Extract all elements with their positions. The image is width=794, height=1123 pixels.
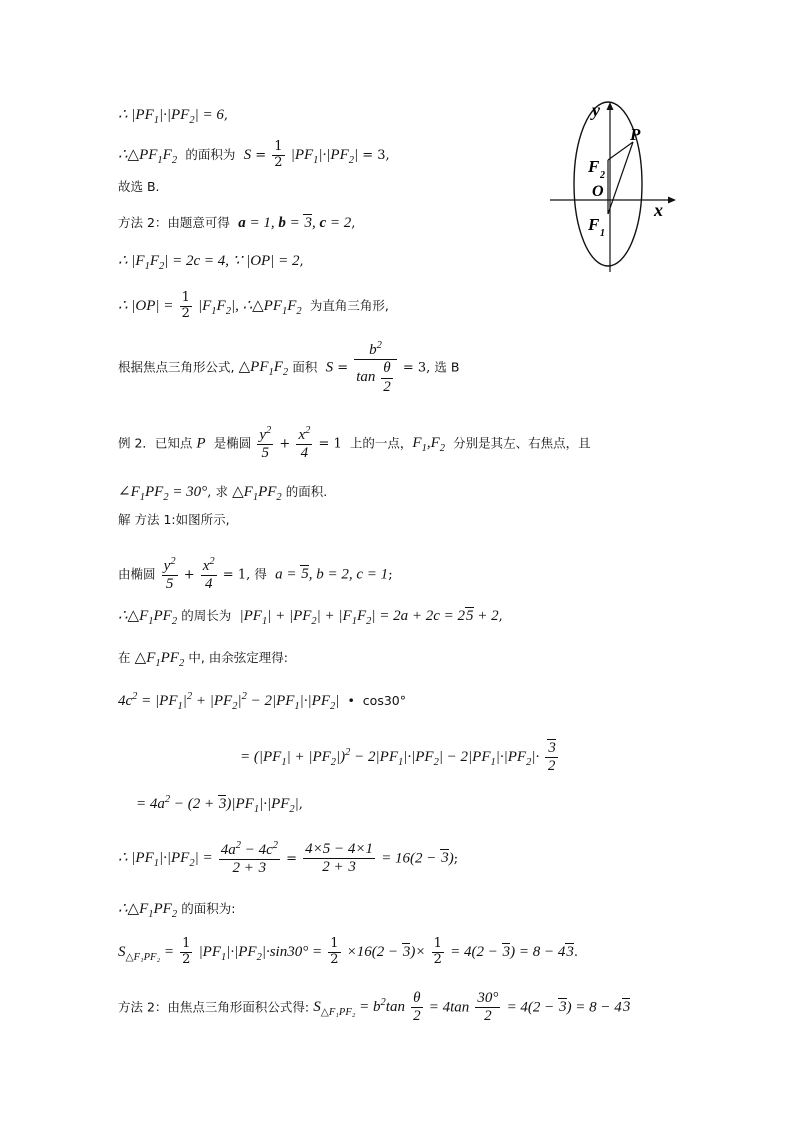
line-18: $\therefore\triangle F_1PF_2$ 的面积为:: [118, 901, 236, 920]
x-axis-label: x: [654, 200, 663, 220]
origin-label: O: [592, 183, 604, 200]
line-8: 例 2．已知点 P 是椭圆 $\frac{y^2}{5}$ + $\frac{x^2}{4}$ = 1 上的一点，$F_1,F_2$ 分别是其左、右焦点，且: [118, 425, 591, 462]
line-2: $\therefore\triangle PF_1F_2$ 的面积为 S = $\frac{1}{2}$ $|PF_1|\cdot|PF_2| = 3$,: [118, 139, 390, 170]
line-15: = $(|PF_1| + |PF_2|)^2 - 2|PF_1|\cdot|PF_2| - 2|PF_1|\cdot|PF_2|\cdot$ $\frac{3}{2}$: [240, 740, 556, 775]
svg-text:2: 2: [600, 170, 605, 181]
line-4: 方法 2：由题意可得 a = 1, b = 3, c = 2,: [118, 215, 356, 231]
focus-f2-label: [587, 157, 605, 181]
svg-text:1: 1: [600, 228, 605, 239]
line-9: $\angle F_1PF_2 = 30^\circ$, 求 $\triangle F_1PF_2$ 的面积.: [118, 484, 328, 503]
ellipse-figure: [548, 98, 680, 273]
line-1: ∴ $|PF_1|\cdot|PF_2| = 6$,: [118, 107, 228, 126]
line-3: 故选 B.: [118, 179, 160, 194]
line-13: 在 $\triangle F_1PF_2$ 中, 由余弦定理得:: [118, 650, 288, 669]
line-11: 由椭圆 $\frac{y^2}{5}$ + $\frac{x^2}{4}$ = 1, 得 a = 5, b = 2, c = 1;: [118, 556, 393, 593]
line-6: ∴ |OP| = $\frac{1}{2}$ $|F_1F_2|$, $\therefore\triangle PF_1F_2$ 为直角三角形,: [118, 290, 389, 321]
line-14: $4c^2 = |PF_1|^2 + |PF_2|^2 - 2|PF_1|\cdot|PF_2|$ • cos30°: [118, 691, 406, 712]
svg-text:F: F: [588, 215, 600, 234]
line-10: 解 方法 1:如图所示,: [118, 512, 230, 527]
line-19: $S_{\triangle F_1PF_2}$ = $\frac{1}{2}$ $|PF_1|\cdot|PF_2|\cdot\sin 30^\circ$ = $\frac{1}{2}$ ×16(2 − 3)× $\frac{1}{2}$ = 4(2 − 3) = 8 − 43.: [118, 936, 578, 967]
focus-f1-label: [587, 215, 605, 239]
y-axis-label: y: [592, 100, 600, 120]
line-5: ∴ $|F_1F_2| = 2c = 4$, ∵ |OP| = 2,: [118, 253, 304, 272]
line-12: $\therefore\triangle F_1PF_2$ 的周长为 $|PF_1| + |PF_2| + |F_1F_2| = 2a + 2c = 25 + 2$,: [118, 608, 503, 627]
svg-text:F: F: [588, 157, 600, 176]
line-17: ∴ $|PF_1|\cdot|PF_2|$ = $\frac{4a^2 - 4c^2}{2 + 3}$ = $\frac{4\times 5 - 4\times 1}{2 + 3}$ = 16(2 − 3);: [118, 840, 459, 877]
line-20: 方法 2：由焦点三角形面积公式得: $S_{\triangle F_1PF_2} = b^2\tan$ $\frac{\theta}{2}$ = 4tan $\frac{30^\circ}{2}$ = 4(2 − 3) = 8 − 43: [118, 990, 631, 1025]
point-p-label: P: [630, 125, 641, 144]
line-16: = $4a^2 - (2 + 3)|PF_1|\cdot|PF_2|$,: [136, 794, 303, 815]
line-7: 根据焦点三角形公式, $\triangle PF_1F_2$ 面积 S = $b^2$ tan $\frac{\theta}{2}$ = 3, 选 B: [118, 340, 460, 395]
focal-triangle: [608, 142, 633, 214]
